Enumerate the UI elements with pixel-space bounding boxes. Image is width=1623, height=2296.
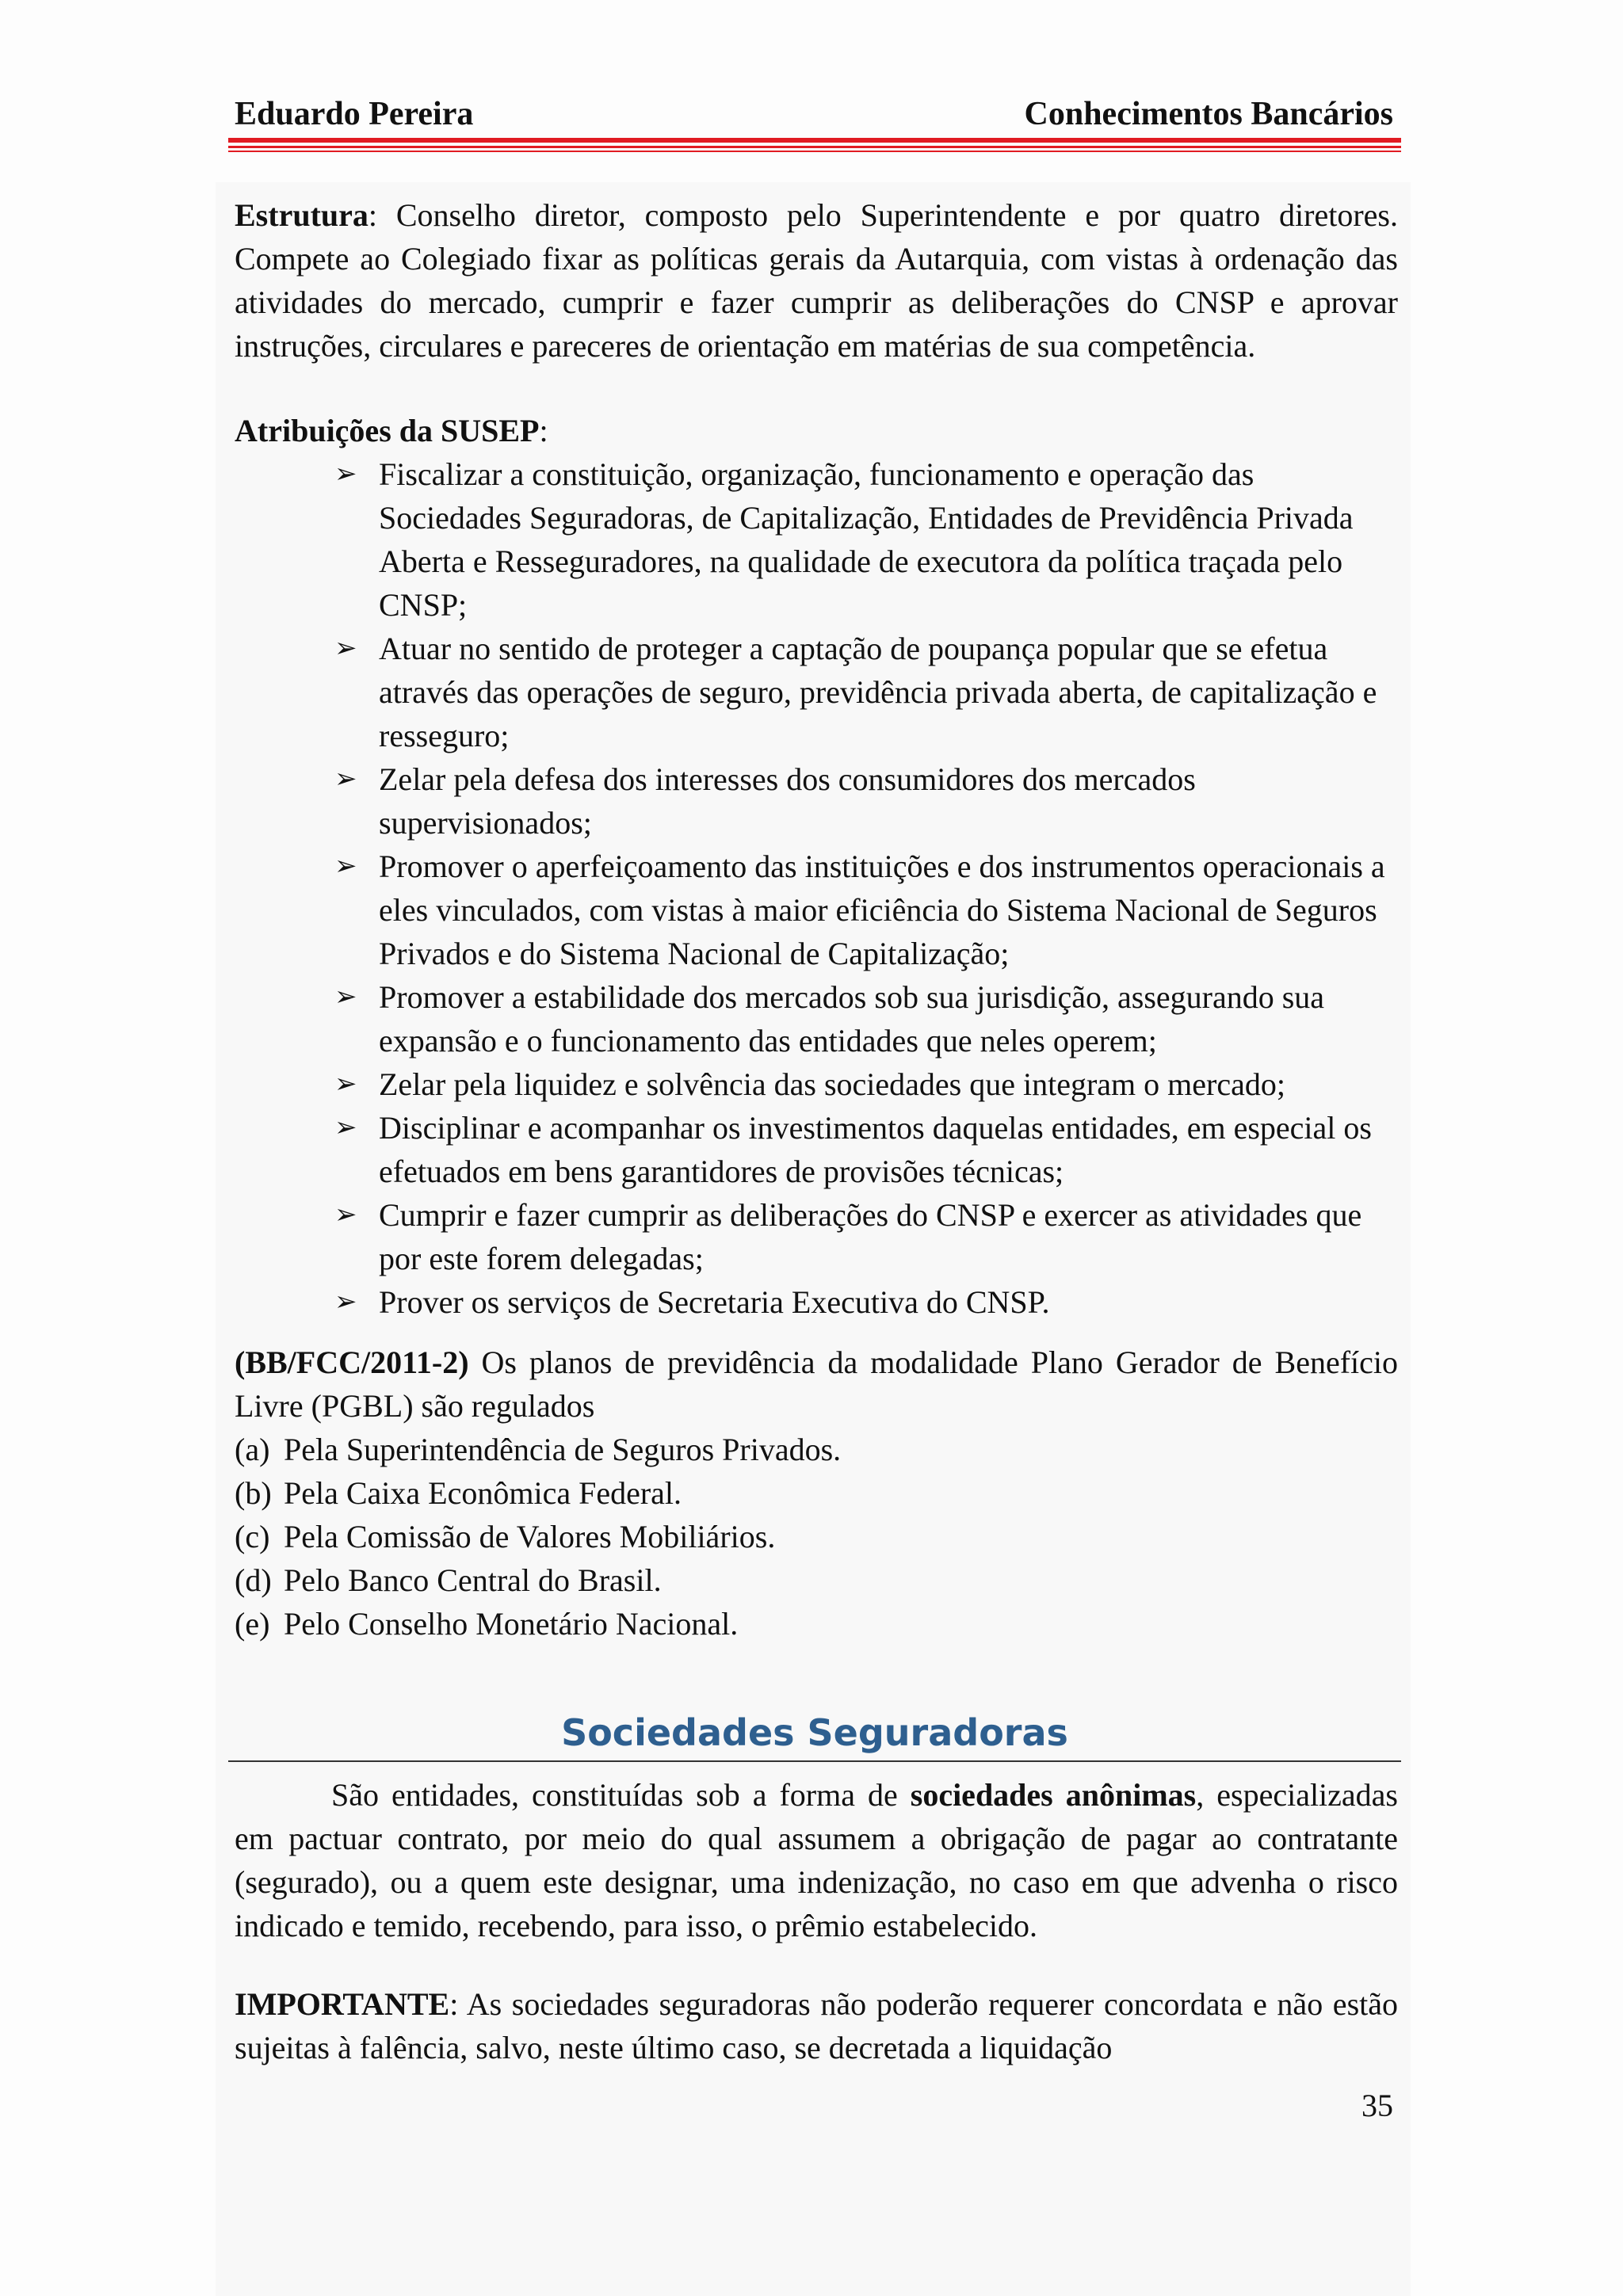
list-item — [235, 1106, 1398, 1193]
list-item-text: Promover a estabilidade dos mercados sob sua jurisdição, assegurando sua expansão e o funcionamento das entidades que neles operem; — [379, 979, 1325, 1058]
arrow-bullet-icon: ➢ — [334, 1068, 357, 1100]
option-text: Pela Superintendência de Seguros Privados. — [284, 1432, 842, 1467]
section-rule — [228, 1760, 1401, 1762]
question-option — [235, 1602, 1398, 1646]
importante-text: : As sociedades seguradoras não poderão requerer concordata e não estão sujeitas à falência, salvo, neste último caso, se decretada a liquidação — [235, 1986, 1398, 2065]
question-option — [235, 1515, 1398, 1558]
section-text-start: São entidades, constituídas sob a forma de — [331, 1777, 911, 1813]
option-text: Pelo Conselho Monetário Nacional. — [284, 1606, 739, 1642]
atribuicoes-section — [235, 409, 1398, 1324]
header-rule — [228, 146, 1401, 148]
estrutura-paragraph — [235, 193, 1398, 368]
option-letter: (b) — [235, 1475, 272, 1511]
option-letter: (d) — [235, 1562, 272, 1598]
option-text: Pela Caixa Econômica Federal. — [284, 1475, 682, 1511]
arrow-bullet-icon: ➢ — [334, 632, 357, 664]
list-item-text: Fiscalizar a constituição, organização, funcionamento e operação das Sociedades Seguradoras, de Capitalização, Entidades de Previdência Privada Aberta e Resseguradores, na qualidade de executora da política traçada pelo CNSP; — [379, 456, 1354, 623]
list-item — [235, 627, 1398, 757]
question-source: (BB/FCC/2011-2) — [235, 1344, 469, 1380]
option-letter: (a) — [235, 1432, 270, 1467]
atribuicoes-colon: : — [539, 413, 548, 448]
importante-paragraph — [235, 1982, 1398, 2069]
list-item-text: Disciplinar e acompanhar os investimentos daquelas entidades, em especial os efetuados em bens garantidores de provisões técnicas; — [379, 1110, 1372, 1189]
list-item-text: Zelar pela liquidez e solvência das sociedades que integram o mercado; — [379, 1066, 1285, 1102]
header-author: Eduardo Pereira — [235, 96, 474, 132]
list-item — [235, 1280, 1398, 1324]
arrow-bullet-icon: ➢ — [334, 458, 357, 490]
question-option — [235, 1471, 1398, 1515]
question-text: Os planos de previdência da modalidade Plano Gerador de Benefício Livre (PGBL) são regulados — [235, 1344, 1398, 1424]
section-heading: Sociedades Seguradoras — [561, 1711, 1068, 1754]
arrow-bullet-icon: ➢ — [334, 981, 357, 1013]
question-options — [235, 1428, 1398, 1646]
list-item-text: Atuar no sentido de proteger a captação de poupança popular que se efetua através das operações de seguro, previdência privada aberta, de capitalização e resseguro; — [379, 631, 1377, 753]
estrutura-label: Estrutura — [235, 197, 369, 233]
atribuicoes-heading — [235, 409, 1398, 452]
section-paragraph — [235, 1773, 1398, 1947]
arrow-bullet-icon: ➢ — [334, 763, 357, 795]
header-rule — [228, 151, 1401, 152]
list-item — [235, 1062, 1398, 1106]
list-item — [235, 975, 1398, 1062]
list-item-text: Promover o aperfeiçoamento das instituições e dos instrumentos operacionais a eles vinculados, com vistas à maior eficiência do Sistema Nacional de Seguros Privados e do Sistema Nacional de Capitalização; — [379, 849, 1385, 971]
list-item — [235, 1193, 1398, 1280]
estrutura-text: : Conselho diretor, composto pelo Superintendente e por quatro diretores. Compete ao Colegiado fixar as políticas gerais da Autarquia, com vistas à ordenação das atividades do mercado, cumprir e fazer cumprir as deliberações do CNSP e aprovar instruções, circulares e pareceres de orientação em matérias de sua competência. — [235, 197, 1398, 364]
page-number: 35 — [1361, 2088, 1393, 2123]
list-item-text: Cumprir e fazer cumprir as deliberações do CNSP e exercer as atividades que por este forem delegadas; — [379, 1197, 1362, 1276]
question-option — [235, 1558, 1398, 1602]
arrow-bullet-icon: ➢ — [334, 1199, 357, 1230]
option-text: Pelo Banco Central do Brasil. — [284, 1562, 662, 1598]
arrow-bullet-icon: ➢ — [334, 1112, 357, 1143]
option-letter: (e) — [235, 1606, 270, 1642]
atribuicoes-title: Atribuições da SUSEP — [235, 413, 540, 448]
list-item-text: Prover os serviços de Secretaria Executiva do CNSP. — [379, 1284, 1050, 1320]
section-text-bold: sociedades anônimas — [910, 1777, 1197, 1813]
arrow-bullet-icon: ➢ — [334, 850, 357, 882]
atribuicoes-list — [235, 452, 1398, 1324]
arrow-bullet-icon: ➢ — [334, 1286, 357, 1318]
list-item-text: Zelar pela defesa dos interesses dos consumidores dos mercados supervisionados; — [379, 761, 1196, 841]
question-block — [235, 1341, 1398, 1646]
option-letter: (c) — [235, 1519, 270, 1554]
header-subject: Conhecimentos Bancários — [1024, 96, 1393, 132]
option-text: Pela Comissão de Valores Mobiliários. — [284, 1519, 776, 1554]
question-option — [235, 1428, 1398, 1471]
list-item — [235, 757, 1398, 845]
list-item — [235, 452, 1398, 627]
question-stem — [235, 1341, 1398, 1428]
list-item — [235, 845, 1398, 975]
importante-label: IMPORTANTE — [235, 1986, 450, 2022]
section-text-end: , especializadas em pactuar contrato, por meio do qual assumem a obrigação de pagar ao contratante (segurado), ou a quem este designar, uma indenização, no caso em que advenha o risco indicado e temido, recebendo, para isso, o prêmio estabelecido. — [235, 1777, 1399, 1943]
header-rule — [228, 138, 1401, 143]
